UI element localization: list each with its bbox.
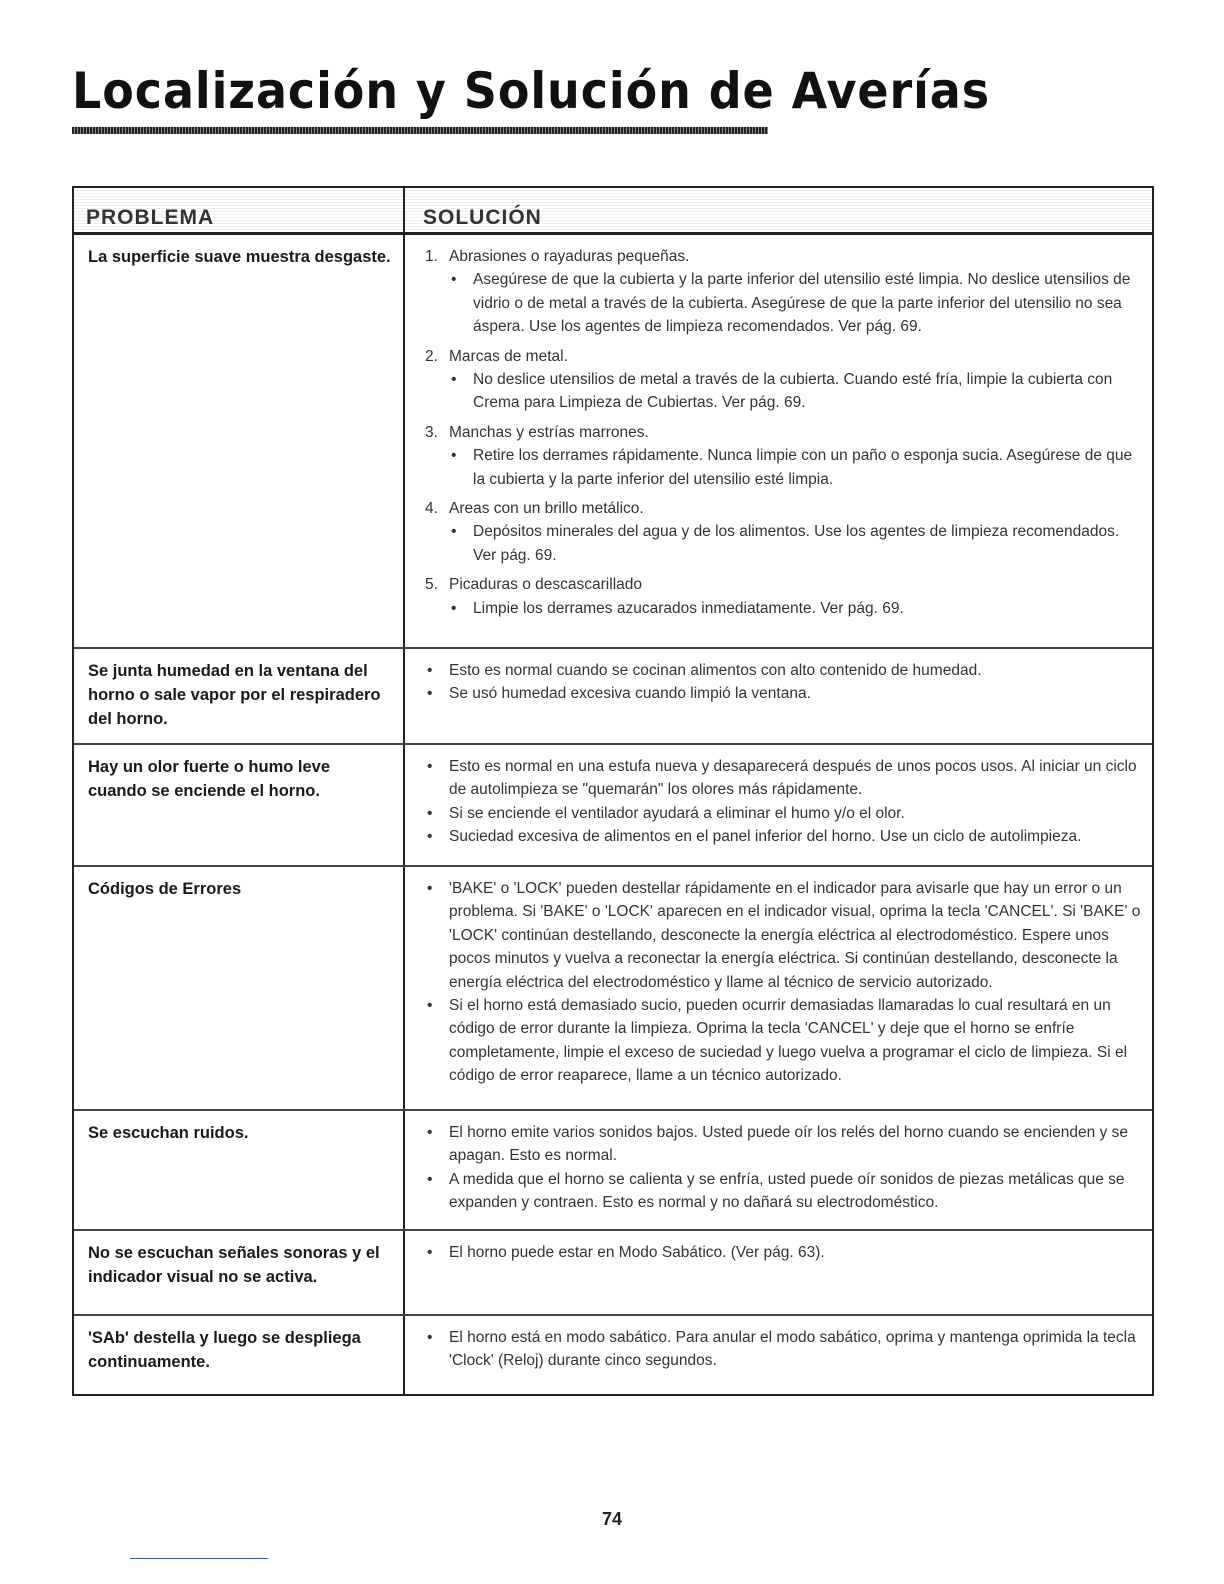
page-number: 74 bbox=[601, 1509, 623, 1529]
solution-cell: • Esto es normal en una estufa nueva y desaparecerá después de unos pocos usos. Al iniciar un ciclo de autolimpieza se "quemarán" los olores más rápidamente. • Si se enciende el ventilador ayudará a eliminar el humo y/o el olor. • Suciedad excesiva de alimentos en el panel inferior del horno. Use un ciclo de autolimpieza. bbox=[405, 745, 1152, 865]
page-title: Localización y Solución de Averías bbox=[72, 62, 991, 120]
title-underline bbox=[72, 127, 768, 134]
bullet-icon: • bbox=[451, 371, 457, 389]
bullet-icon: • bbox=[427, 997, 433, 1015]
table-row bbox=[74, 1231, 1152, 1316]
solution-item: 1. Abrasiones o rayaduras pequeñas. • Asegúrese de que la cubierta y la parte inferior del utensilio esté limpia. No deslice utensilios de vidrio o de metal a través de la cubierta. Asegúrese de que la parte inferior del utensilio no sea áspera. Use los agentes de limpieza recomendados. Ver pág. 69. bbox=[425, 245, 1142, 339]
problem-cell: No se escuchan señales sonoras y el indicador visual no se activa. bbox=[74, 1231, 405, 1314]
table-header bbox=[74, 188, 1152, 235]
problem-cell: Códigos de Errores bbox=[74, 867, 405, 1109]
bullet-icon: • bbox=[427, 1244, 433, 1261]
solution-item: 2. Marcas de metal. • No deslice utensilios de metal a través de la cubierta. Cuando esté fría, limpie la cubierta con Crema para Limpieza de Cubiertas. Ver pág. 69. bbox=[425, 345, 1142, 415]
solution-item: 5. Picaduras o descascarillado • Limpie los derrames azucarados inmediatamente. Ver pág. 69. bbox=[425, 573, 1142, 620]
problem-cell: Se junta humedad en la ventana del horno o sale vapor por el respiradero del horno. bbox=[74, 649, 405, 743]
bullet-icon: • bbox=[427, 804, 433, 822]
bullet-icon: • bbox=[427, 880, 433, 897]
bullet-icon: • bbox=[427, 685, 433, 703]
solution-cell: • Esto es normal cuando se cocinan alimentos con alto contenido de humedad. • Se usó humedad excesiva cuando limpió la ventana. bbox=[405, 649, 1152, 743]
bullet-icon: • bbox=[451, 523, 457, 541]
footer-rule bbox=[130, 1558, 268, 1559]
problem-cell: Hay un olor fuerte o humo leve cuando se enciende el horno. bbox=[74, 745, 405, 865]
header-problem: PROBLEMA bbox=[74, 188, 405, 232]
table-row bbox=[74, 1316, 1152, 1394]
problem-cell: Se escuchan ruidos. bbox=[74, 1111, 405, 1229]
bullet-icon: • bbox=[451, 447, 457, 465]
troubleshooting-table bbox=[72, 186, 1154, 1396]
bullet-icon: • bbox=[427, 828, 433, 846]
solution-cell bbox=[405, 235, 1152, 647]
table-row bbox=[74, 1111, 1152, 1231]
bullet-icon: • bbox=[427, 1124, 433, 1141]
problem-cell: La superficie suave muestra desgaste. bbox=[74, 235, 405, 647]
table-row bbox=[74, 745, 1152, 867]
table-row bbox=[74, 867, 1152, 1111]
solution-item: 4. Areas con un brillo metálico. • Depósitos minerales del agua y de los alimentos. Use los agentes de limpieza recomendados. Ver pág. 69. bbox=[425, 497, 1142, 567]
solution-cell: • 'BAKE' o 'LOCK' pueden destellar rápidamente en el indicador para avisarle que hay un error o un problema. Si 'BAKE' o 'LOCK' aparecen en el indicador visual, oprima la tecla 'CANCEL'. Si 'BAKE' o 'LOCK' continúan destellando, desconecte la energía eléctrica al electrodoméstico. Espere unos pocos minutos y vuelva a reconectar la energía eléctrica. Si continúan destellando, desconecte la energía eléctrica del electrodoméstico y llame al técnico de servicio autorizado. • Si el horno está demasiado sucio, pueden ocurrir demasiadas llamaradas lo cual resultará en un código de error durante la limpieza. Oprima la tecla 'CANCEL' y deje que el horno se enfríe completamente, limpie el exceso de suciedad y luego vuelva a programar el ciclo de limpieza. Si el código de error reaparece, llame a un técnico autorizado. bbox=[405, 867, 1152, 1109]
bullet-icon: • bbox=[451, 599, 457, 617]
solution-cell: • El horno puede estar en Modo Sabático. (Ver pág. 63). bbox=[405, 1231, 1152, 1314]
bullet-icon: • bbox=[427, 758, 433, 775]
bullet-icon: • bbox=[427, 662, 433, 679]
table-row bbox=[74, 649, 1152, 745]
solution-item: 3. Manchas y estrías marrones. • Retire los derrames rápidamente. Nunca limpie con un paño o esponja sucia. Asegúrese de que la cubierta y la parte inferior del utensilio esté limpia. bbox=[425, 421, 1142, 491]
header-solution: SOLUCIÓN bbox=[423, 206, 542, 229]
bullet-icon: • bbox=[451, 271, 457, 289]
bullet-icon: • bbox=[427, 1329, 433, 1346]
table-row bbox=[74, 235, 1152, 649]
bullet-icon: • bbox=[427, 1170, 433, 1188]
solution-cell: • El horno emite varios sonidos bajos. Usted puede oír los relés del horno cuando se encienden y se apagan. Esto es normal. • A medida que el horno se calienta y se enfría, usted puede oír sonidos de piezas metálicas que se expanden y contraen. Esto es normal y no dañará su electrodoméstico. bbox=[405, 1111, 1152, 1229]
solution-cell: • El horno está en modo sabático. Para anular el modo sabático, oprima y mantenga oprimida la tecla 'Clock' (Reloj) durante cinco segundos. bbox=[405, 1316, 1152, 1394]
problem-cell: 'SAb' destella y luego se despliega continuamente. bbox=[74, 1316, 405, 1394]
